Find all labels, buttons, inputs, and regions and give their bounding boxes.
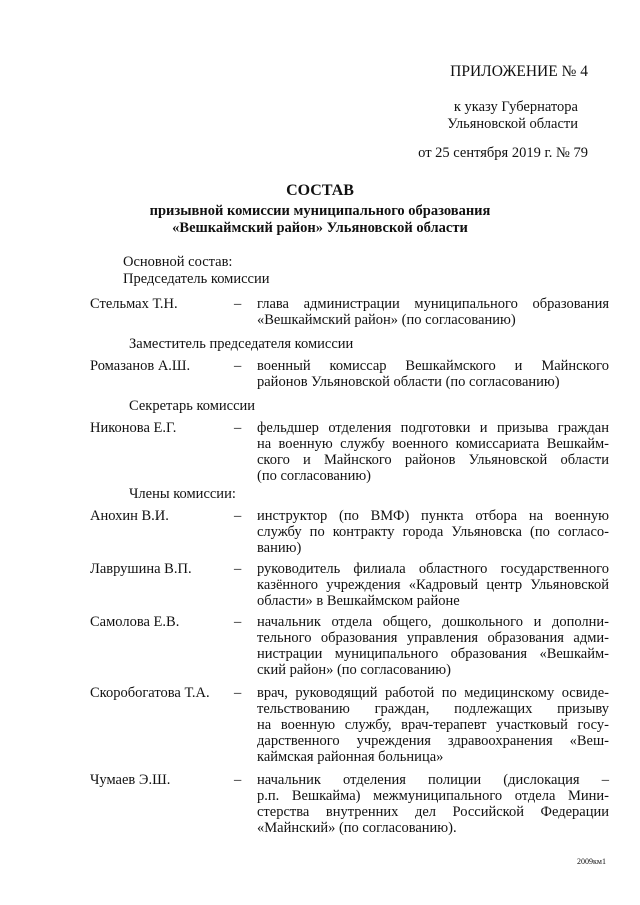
member-dash: – (234, 614, 242, 630)
member-description: инструктор (по ВМФ) пункта отбора на военную службу по контракту города Ульяновска (по согласо- ванию) (257, 508, 609, 556)
section-deputy: Заместитель председателя комиссии (129, 336, 354, 352)
member-dash: – (234, 296, 242, 312)
member-description: руководитель филиала областного государственного казённого учреждения «Кадровый центр Ульяновской области» в Вешкаймском районе (257, 561, 609, 609)
member-description: врач, руководящий работой по медицинскому освиде- тельствованию граждан, подлежащих призыву на военную службу, врач-терапевт участковый госу- дарственного учреждения здравоохранения «Веш- каймская районная больница» (257, 685, 609, 765)
document-code: 2009км1 (577, 857, 606, 866)
member-name: Никонова Е.Г. (90, 420, 177, 436)
member-dash: – (234, 772, 242, 788)
member-name: Анохин В.И. (90, 508, 169, 524)
member-name: Стельмах Т.Н. (90, 296, 178, 312)
member-dash: – (234, 358, 242, 374)
section-secretary: Секретарь комиссии (129, 398, 256, 414)
member-description: начальник отдела общего, дошкольного и дополни- тельного образования управления образования адми- нистрации муниципального образования «Вешкайм- ский район» (по согласованию) (257, 614, 609, 678)
decree-date: от 25 сентября 2019 г. № 79 (418, 145, 588, 161)
member-description: военный комиссар Вешкаймского и Майнского районов Ульяновской области (по согласованию) (257, 358, 609, 390)
member-dash: – (234, 508, 242, 524)
member-description: начальник отделения полиции (дислокация – р.п. Вешкайма) межмуниципального отдела Мини- стерства внутренних дел Российской Федерации «Майнский» (по согласованию). (257, 772, 609, 836)
member-description: фельдшер отделения подготовки и призыва граждан на военную службу военного комиссариата Вешкайм- ского и Майнского районов Ульяновской области (по согласованию) (257, 420, 609, 484)
section-members: Члены комиссии: (129, 486, 236, 502)
member-description: глава администрации муниципального образования «Вешкаймский район» (по согласованию) (257, 296, 609, 328)
member-name: Ромазанов А.Ш. (90, 358, 191, 374)
member-name: Самолова Е.В. (90, 614, 180, 630)
member-dash: – (234, 561, 242, 577)
decree-reference-line1: к указу Губернатора (453, 99, 578, 115)
member-name: Чумаев Э.Ш. (90, 772, 171, 788)
appendix-number: ПРИЛОЖЕНИЕ № 4 (450, 63, 588, 80)
decree-reference-line2: Ульяновской области (447, 116, 578, 132)
document-title: СОСТАВ (286, 182, 354, 199)
member-name: Лаврушина В.П. (90, 561, 192, 577)
document-subtitle-line2: «Вешкаймский район» Ульяновской области (172, 220, 468, 236)
member-name: Скоробогатова Т.А. (90, 685, 210, 701)
section-chairman: Председатель комиссии (123, 271, 270, 287)
document-subtitle-line1: призывной комиссии муниципального образования (149, 203, 491, 219)
section-main-composition: Основной состав: (123, 254, 233, 270)
member-dash: – (234, 420, 242, 436)
member-dash: – (234, 685, 242, 701)
